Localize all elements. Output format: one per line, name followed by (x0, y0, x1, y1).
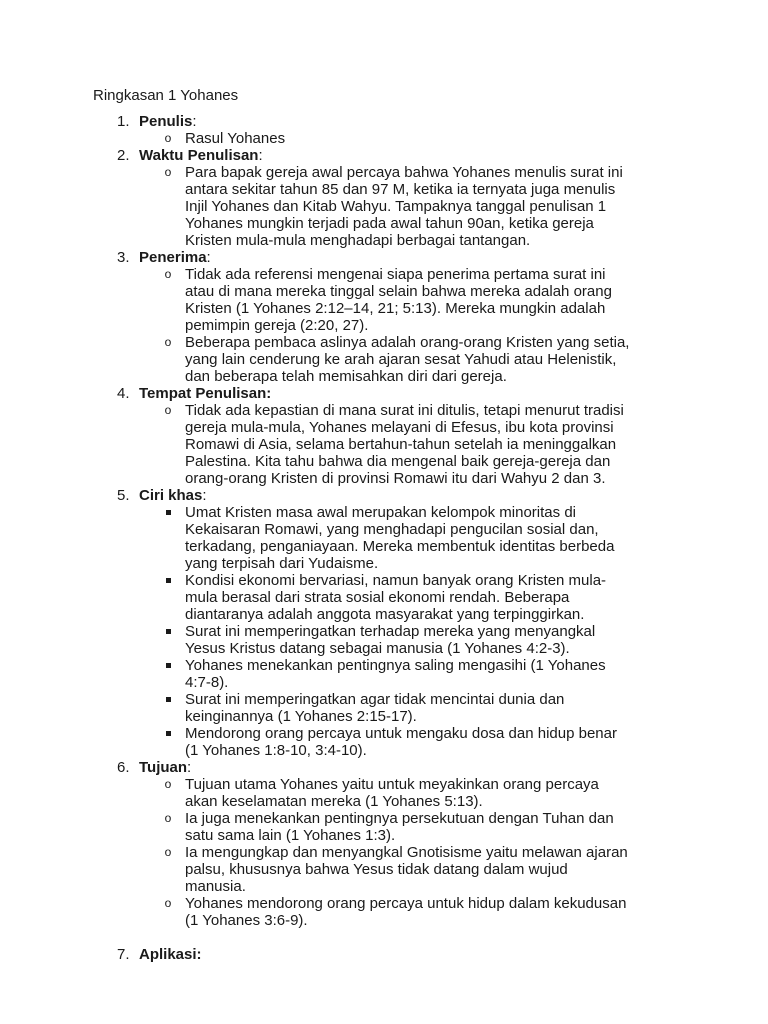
square-bullet-icon (161, 725, 175, 742)
section-heading-colon: : (202, 487, 207, 504)
section-heading-colon: : (187, 759, 192, 776)
square-bullet-icon (161, 504, 175, 521)
bullet-list (139, 164, 693, 249)
bullet-text: Tidak ada referensi mengenai siapa penerima pertama surat ini atau di mana mereka tinggal selain bahwa mereka adalah orang Kristen (1 Yohanes 2:12–14, 21; 5:13). Mereka mungkin adalah pemimpin gereja (2:20, 27). (185, 266, 612, 334)
outline-section (93, 946, 693, 963)
bullet-text: Para bapak gereja awal percaya bahwa Yohanes menulis surat ini antara sekitar tahun 85 dan 97 M, ketika ia ternyata juga menulis Injil Yohanes dan Kitab Wahyu. Tampaknya tanggal penulisan 1 Yohanes mungkin terjadi pada awal tahun 90an, ketika gereja Kristen mula-mula menghadapi berbagai tantangan. (185, 164, 623, 249)
section-heading-colon: : (192, 113, 197, 130)
bullet-item (139, 844, 630, 895)
outline-section (93, 249, 693, 385)
outline-section (93, 147, 693, 249)
square-bullet-icon (161, 572, 175, 589)
bullet-item (139, 623, 630, 657)
bullet-item (139, 776, 630, 810)
bullet-text: Yohanes mendorong orang percaya untuk hidup dalam kekudusan (1 Yohanes 3:6-9). (185, 895, 627, 929)
bullet-text: Rasul Yohanes (185, 130, 286, 147)
bullet-text: Surat ini memperingatkan agar tidak mencintai dunia dan keinginannya (1 Yohanes 2:15-17). (185, 691, 565, 725)
outline-section (93, 487, 693, 759)
circle-bullet-icon: o (164, 335, 172, 349)
outline-list (93, 113, 693, 963)
circle-bullet-icon: o (164, 777, 172, 791)
section-number: 5. (117, 487, 130, 504)
bullet-item (139, 164, 630, 249)
section-heading-colon: : (258, 147, 263, 164)
bullet-text: Kondisi ekonomi bervariasi, namun banyak orang Kristen mula-mula berasal dari strata sosial ekonomi rendah. Beberapa diantaranya adalah anggota masyarakat yang terpinggirkan. (185, 572, 607, 623)
outline-section (93, 113, 693, 147)
section-heading: Tempat Penulisan: (139, 385, 272, 402)
section-heading: Aplikasi: (139, 946, 202, 963)
bullet-text: Mendorong orang percaya untuk mengaku dosa dan hidup benar (1 Yohanes 1:8-10, 3:4-10). (185, 725, 617, 759)
bullet-item (139, 725, 630, 759)
circle-bullet-icon: o (164, 896, 172, 910)
bullet-list (139, 504, 693, 759)
bullet-text: Umat Kristen masa awal merupakan kelompok minoritas di Kekaisaran Romawi, yang menghadapi pengucilan sosial dan, terkadang, penganiayaan. Mereka membentuk identitas berbeda yang terpisah dari Yudaisme. (185, 504, 615, 572)
section-number: 1. (117, 113, 130, 130)
bullet-text: Surat ini memperingatkan terhadap mereka yang menyangkal Yesus Kristus datang sebagai manusia (1 Yohanes 4:2-3). (185, 623, 596, 657)
bullet-item (139, 810, 630, 844)
bullet-item (139, 657, 630, 691)
bullet-text: Ia mengungkap dan menyangkal Gnotisisme yaitu melawan ajaran palsu, khususnya bahwa Yesus tidak datang dalam wujud manusia. (185, 844, 628, 895)
section-heading-colon: : (206, 249, 211, 266)
bullet-item (139, 130, 630, 147)
section-number: 2. (117, 147, 130, 164)
bullet-text: Beberapa pembaca aslinya adalah orang-orang Kristen yang setia, yang lain cenderung ke arah ajaran sesat Yahudi atau Helenistik, dan beberapa telah memisahkan diri dari gereja. (185, 334, 630, 385)
section-number: 4. (117, 385, 130, 402)
document-title: Ringkasan 1 Yohanes (93, 87, 239, 104)
square-bullet-icon (161, 657, 175, 674)
bullet-text: Tujuan utama Yohanes yaitu untuk meyakinkan orang percaya akan keselamatan mereka (1 Yohanes 5:13). (185, 776, 599, 810)
bullet-text: Ia juga menekankan pentingnya persekutuan dengan Tuhan dan satu sama lain (1 Yohanes 1:3). (185, 810, 614, 844)
bullet-list (139, 402, 693, 487)
section-heading: Ciri khas (139, 487, 203, 504)
bullet-text: Yohanes menekankan pentingnya saling mengasihi (1 Yohanes 4:7-8). (185, 657, 606, 691)
section-heading: Tujuan (139, 759, 188, 776)
bullet-item (139, 895, 630, 929)
bullet-item (139, 402, 630, 487)
section-number: 3. (117, 249, 130, 266)
square-bullet-icon (161, 691, 175, 708)
circle-bullet-icon: o (164, 403, 172, 417)
circle-bullet-icon: o (164, 131, 172, 145)
bullet-item (139, 691, 630, 725)
bullet-list (139, 130, 693, 147)
outline-section (93, 759, 693, 929)
section-heading: Penerima (139, 249, 207, 266)
section-heading: Waktu Penulisan (139, 147, 259, 164)
bullet-text: Tidak ada kepastian di mana surat ini ditulis, tetapi menurut tradisi gereja mula-mula, Yohanes melayani di Efesus, ibu kota provinsi Romawi di Asia, selama bertahun-tahun setelah ia meninggalkan Palestina. Kita tahu bahwa dia mengenal baik gereja-gereja dan orang-orang Kristen di provinsi Romawi itu dari Wahyu 2 dan 3. (185, 402, 624, 487)
bullet-item (139, 334, 630, 385)
circle-bullet-icon: o (164, 845, 172, 859)
section-number: 6. (117, 759, 130, 776)
circle-bullet-icon: o (164, 165, 172, 179)
bullet-item (139, 504, 630, 572)
section-number: 7. (117, 946, 130, 963)
section-heading: Penulis (139, 113, 193, 130)
square-bullet-icon (161, 623, 175, 640)
bullet-item (139, 572, 630, 623)
bullet-list (139, 266, 693, 385)
circle-bullet-icon: o (164, 811, 172, 825)
bullet-item (139, 266, 630, 334)
circle-bullet-icon: o (164, 267, 172, 281)
outline-section (93, 385, 693, 487)
bullet-list (139, 776, 693, 929)
